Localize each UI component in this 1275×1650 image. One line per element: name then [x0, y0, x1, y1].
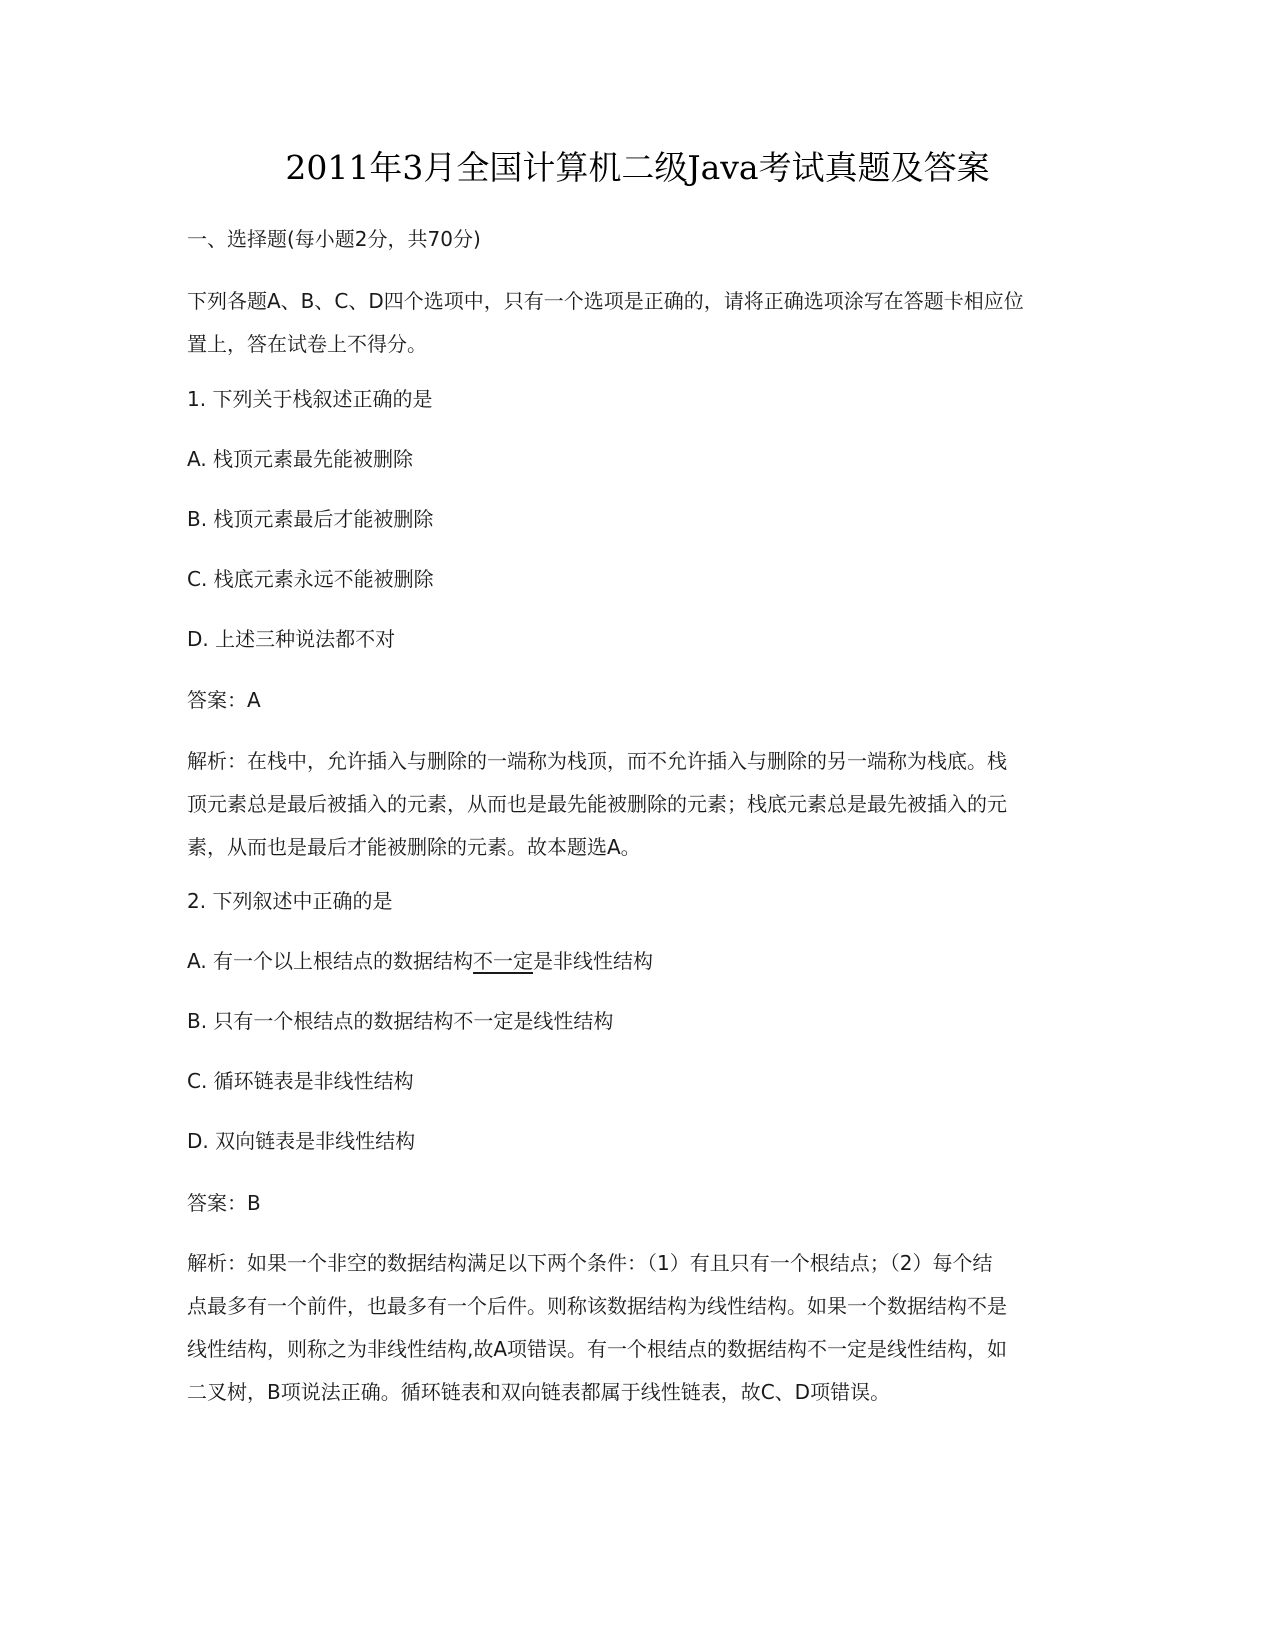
- q1-analysis: [187, 740, 1087, 869]
- analysis-line: 素，从而也是最后才能被删除的元素。故本题选A。: [187, 835, 641, 859]
- q2-answer: 答案：B: [187, 1191, 261, 1215]
- q1-option-b: B. 栈顶元素最后才能被删除: [187, 507, 434, 531]
- analysis-line: 点最多有一个前件，也最多有一个后件。则称该数据结构为线性结构。如果一个数据结构不是: [187, 1294, 1007, 1318]
- document-title: 2011年3月全国计算机二级Java考试真题及答案: [285, 148, 990, 187]
- q2-option-a-text: A. 有一个以上根结点的数据结构: [187, 949, 474, 973]
- analysis-line: 线性结构，则称之为非线性结构,故A项错误。有一个根结点的数据结构不一定是线性结构，如: [187, 1337, 1008, 1361]
- question-1: 1. 下列关于栈叙述正确的是: [187, 387, 433, 411]
- q2-option-d: D. 双向链表是非线性结构: [187, 1129, 416, 1153]
- q1-option-d: D. 上述三种说法都不对: [187, 627, 396, 651]
- instructions-line: 下列各题A、B、C、D四个选项中，只有一个选项是正确的，请将正确选项涂写在答题卡相应位: [187, 289, 1024, 313]
- analysis-line: 顶元素总是最后被插入的元素，从而也是最先能被删除的元素；栈底元素总是最先被插入的元: [187, 792, 1007, 816]
- section-heading: 一、选择题(每小题2分，共70分): [187, 227, 481, 251]
- q1-option-c: C. 栈底元素永远不能被删除: [187, 567, 434, 591]
- question-2: 2. 下列叙述中正确的是: [187, 889, 393, 913]
- q2-option-a-text-end: 是非线性结构: [533, 949, 654, 973]
- analysis-line: 二叉树，B项说法正确。循环链表和双向链表都属于线性链表，故C、D项错误。: [187, 1380, 891, 1404]
- analysis-line: 解析：在栈中，允许插入与删除的一端称为栈顶，而不允许插入与删除的另一端称为栈底。栈: [187, 749, 1007, 773]
- q2-option-a-underlined: 不一定: [473, 949, 534, 973]
- instructions-paragraph: [187, 280, 1087, 366]
- q1-option-a: A. 栈顶元素最先能被删除: [187, 447, 414, 471]
- q2-option-a: [187, 946, 1087, 976]
- q2-option-c: C. 循环链表是非线性结构: [187, 1069, 414, 1093]
- q2-analysis: [187, 1242, 1087, 1414]
- q2-option-b: B. 只有一个根结点的数据结构不一定是线性结构: [187, 1009, 614, 1033]
- instructions-line: 置上，答在试卷上不得分。: [187, 332, 427, 356]
- analysis-line: 解析：如果一个非空的数据结构满足以下两个条件：（1）有且只有一个根结点；（2）每个结: [187, 1251, 993, 1275]
- q1-answer: 答案：A: [187, 688, 261, 712]
